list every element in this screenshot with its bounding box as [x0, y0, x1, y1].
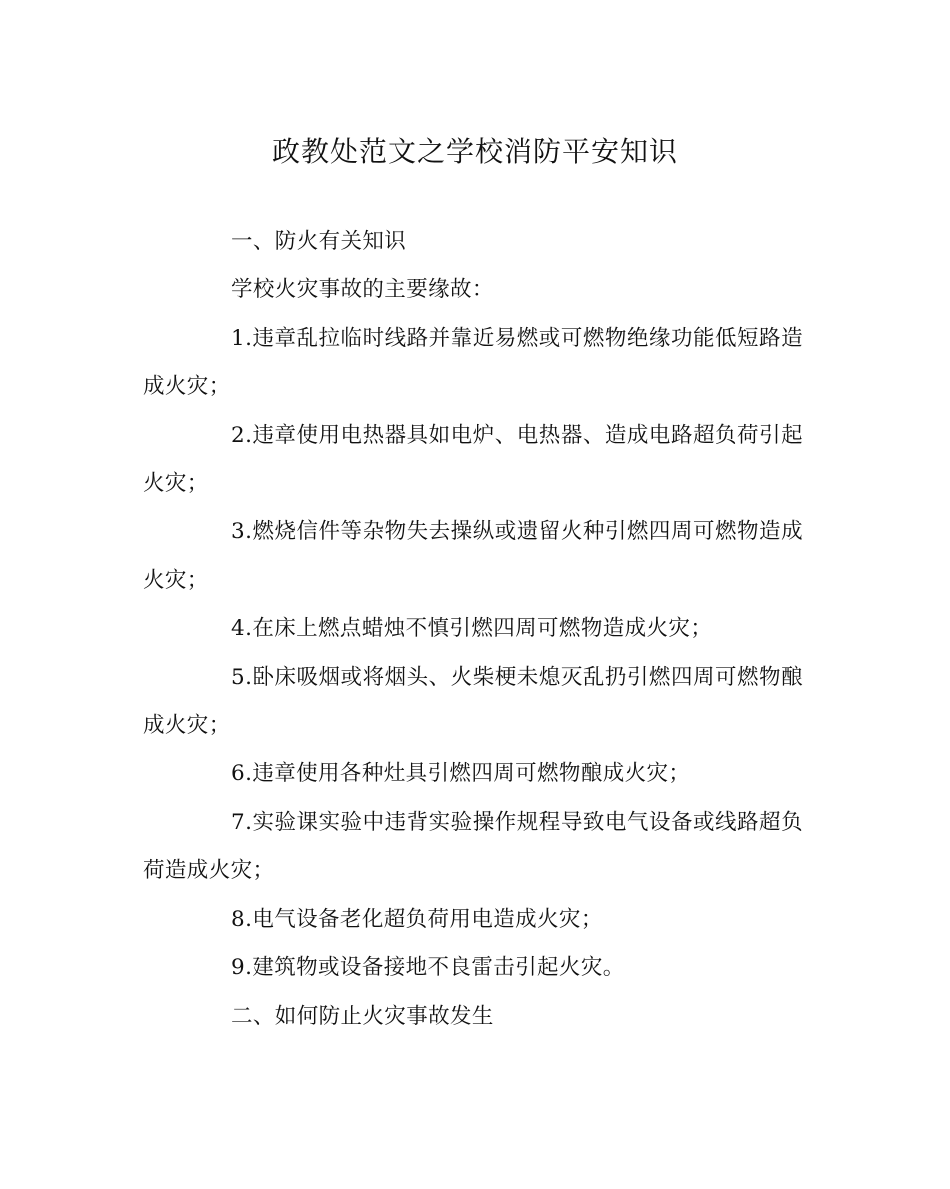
cause-item-2: 2.违章使用电热器具如电炉、电热器、造成电路超负荷引起火灾；: [143, 422, 803, 497]
causes-intro: 学校火灾事故的主要缘故：: [231, 277, 494, 303]
cause-item-5: 5.卧床吸烟或将烟头、火柴梗未熄灭乱扔引燃四周可燃物酿成火灾；: [143, 664, 803, 739]
cause-item-6: 6.违章使用各种灶具引燃四周可燃物酿成火灾；: [231, 761, 691, 787]
section-heading-fire-knowledge: 一、防火有关知识: [231, 229, 407, 254]
cause-item-8: 8.电气设备老化超负荷用电造成火灾；: [231, 906, 603, 932]
section-heading-prevention: 二、如何防止火灾事故发生: [231, 1003, 494, 1029]
cause-item-1: 1.违章乱拉临时线路并靠近易燃或可燃物绝缘功能低短路造成火灾；: [143, 325, 803, 400]
cause-item-3: 3.燃烧信件等杂物失去操纵或遗留火种引燃四周可燃物造成火灾；: [143, 519, 803, 593]
cause-item-4: 4.在床上燃点蜡烛不慎引燃四周可燃物造成火灾；: [231, 616, 713, 642]
document-body: [143, 218, 803, 1041]
cause-item-7: 7.实验课实验中违背实验操作规程导致电气设备或线路超负荷造成火灾；: [143, 809, 803, 884]
cause-item-9: 9.建筑物或设备接地不良雷击引起火灾。: [231, 955, 625, 981]
document-title: 政教处范文之学校消防平安知识: [271, 135, 678, 168]
